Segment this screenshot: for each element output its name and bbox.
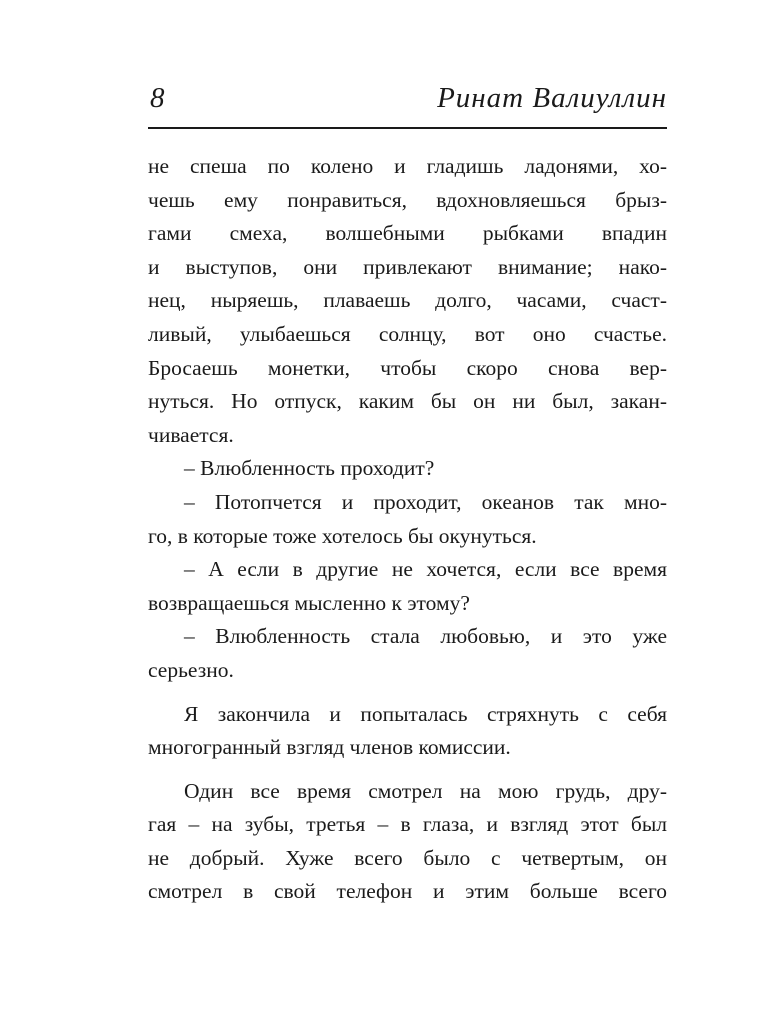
header-rule	[148, 127, 667, 129]
text-line: серьезно.	[148, 657, 234, 682]
text-line: не спеша по колено и гладишь ладонями, хо-	[148, 154, 667, 178]
text-line: гая – на зубы, третья – в глаза, и взгляд этот был	[148, 812, 667, 837]
text-line: го, в которые тоже хотелось бы окунуться.	[148, 523, 537, 548]
text-line: Я закончила и попыталась стряхнуть с себя	[184, 701, 667, 726]
body-text	[148, 150, 667, 909]
page-number: 8	[150, 82, 165, 114]
text-line: нец, ныряешь, плаваешь долго, часами, счаст-	[148, 288, 667, 313]
text-line: многогранный взгляд членов комиссии.	[148, 735, 511, 760]
text-line: ливый, улыбаешься солнцу, вот оно счастье.	[148, 321, 667, 346]
text-line: нуться. Но отпуск, каким бы он ни был, закан-	[148, 389, 667, 414]
text-line: – Потопчется и проходит, океанов так мно-	[184, 489, 667, 514]
text-line: Бросаешь монетки, чтобы скоро снова вер-	[148, 355, 667, 380]
text-line: – Влюбленность проходит?	[184, 456, 435, 481]
paragraph-gap	[148, 688, 667, 698]
text-line: – А если в другие не хочется, если все время	[184, 557, 667, 582]
text-line: чешь ему понравиться, вдохновляешься брыз-	[148, 187, 667, 212]
text-line: чивается.	[148, 422, 234, 447]
text-line: не добрый. Хуже всего было с четвертым, он	[148, 845, 667, 870]
running-title-author: Ринат Валиуллин	[437, 82, 667, 114]
text-line: Один все время смотрел на мою грудь, дру-	[184, 778, 667, 803]
running-header	[148, 82, 667, 118]
paragraph-gap	[148, 765, 667, 775]
text-line: гами смеха, волшебными рыбками впадин	[148, 221, 667, 246]
text-line: и выступов, они привлекают внимание; нако-	[148, 254, 667, 279]
text-line: смотрел в свой телефон и этим больше всего	[148, 879, 667, 904]
text-line: – Влюбленность стала любовью, и это уже	[184, 624, 667, 649]
text-line: возвращаешься мысленно к этому?	[148, 590, 470, 615]
